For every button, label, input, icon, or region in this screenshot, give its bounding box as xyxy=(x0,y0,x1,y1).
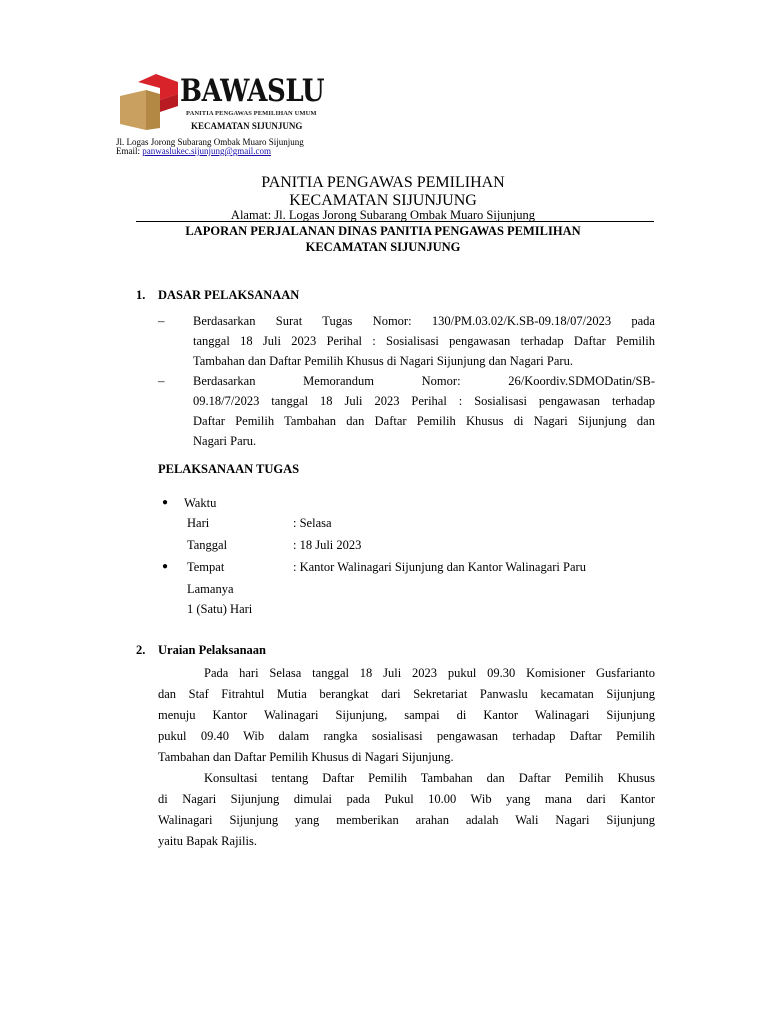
logo-subtitle: PANITIA PENGAWAS PEMILIHAN UMUM xyxy=(186,110,317,117)
header-address: Alamat: Jl. Logas Jorong Subarang Ombak Muaro Sijunjung xyxy=(230,208,536,222)
basis-item-2-line4: Nagari Paru. xyxy=(193,434,257,448)
basis-item-1-line1: Berdasarkan Surat Tugas Nomor: 130/PM.03.02/K.SB-09.18/07/2023 pada xyxy=(193,314,655,328)
uraian-p1-line2: dan Staf Fitrahtul Mutia berangkat dari Sekretariat Panwaslu kecamatan Sijunjung xyxy=(158,687,655,701)
tempat-label: Tempat xyxy=(187,560,225,574)
basis-item-1-line2: tanggal 18 Juli 2023 Perihal : Sosialisasi pengawasan terhadap Daftar Pemilih xyxy=(193,334,655,348)
bullet-icon: ● xyxy=(162,561,169,572)
uraian-p1-line5: Tambahan dan Daftar Pemilih Khusus di Nagari Sijunjung. xyxy=(158,750,454,764)
tanggal-value: : 18 Juli 2023 xyxy=(293,538,362,552)
waktu-label: Waktu xyxy=(184,496,217,510)
uraian-p2-line3: Walinagari Sijunjung yang memberikan arahan adalah Wali Nagari Sijunjung xyxy=(158,813,655,827)
uraian-p1-line3: menuju Kantor Walinagari Sijunjung, sampai di Kantor Walinagari Sijunjung xyxy=(158,708,655,722)
header-divider xyxy=(136,221,654,222)
basis-item-1-line3: Tambahan dan Daftar Pemilih Khusus di Nagari Sijunjung dan Nagari Paru. xyxy=(193,354,573,368)
section1-heading: DASAR PELAKSANAAN xyxy=(158,288,300,302)
bawaslu-emblem-icon xyxy=(116,72,182,134)
email-link[interactable]: panwaslukec.sijunjung@gmail.com xyxy=(142,146,272,156)
pelaksanaan-heading: PELAKSANAAN TUGAS xyxy=(158,462,300,476)
section2-heading: Uraian Pelaksanaan xyxy=(158,643,267,657)
tanggal-label: Tanggal xyxy=(187,538,228,552)
bullet-icon: ● xyxy=(162,497,169,508)
basis-item-2-line1: Berdasarkan Memorandum Nomor: 26/Koordiv.SDMODatin/SB- xyxy=(193,374,655,388)
dash-marker: – xyxy=(158,373,165,388)
lamanya-label: Lamanya xyxy=(187,582,234,596)
basis-item-2-line2: 09.18/7/2023 tanggal 18 Juli 2023 Perihal : Sosialisasi pengawasan terhadap xyxy=(193,394,655,408)
section2-number: 2. xyxy=(136,643,146,657)
tempat-value: : Kantor Walinagari Sijunjung dan Kantor Walinagari Paru xyxy=(293,560,586,574)
header-title-line1: PANITIA PENGAWAS PEMILIHAN xyxy=(261,174,505,191)
uraian-p1-line1: Pada hari Selasa tanggal 18 Juli 2023 pukul 09.30 Komisioner Gusfarianto xyxy=(204,666,655,680)
bawaslu-logo xyxy=(116,72,336,136)
section1-number: 1. xyxy=(136,288,146,302)
uraian-p1-line4: pukul 09.40 Wib dalam rangka sosialisasi pengawasan terhadap Daftar Pemilih xyxy=(158,729,655,743)
report-title-line1: LAPORAN PERJALANAN DINAS PANITIA PENGAWAS PEMILIHAN xyxy=(185,224,581,238)
dash-marker: – xyxy=(158,313,165,328)
hari-value: : Selasa xyxy=(293,516,332,530)
uraian-p2-line1: Konsultasi tentang Daftar Pemilih Tambahan dan Daftar Pemilih Khusus xyxy=(204,771,655,785)
logo-district: KECAMATAN SIJUNJUNG xyxy=(191,121,303,131)
letterhead-address: Jl. Logas Jorong Subarang Ombak Muaro Sijunjung xyxy=(116,137,304,147)
lamanya-value: 1 (Satu) Hari xyxy=(187,602,253,616)
letterhead-email-line xyxy=(116,146,271,156)
logo-title: BAWASLU xyxy=(180,73,325,109)
uraian-p2-line4: yaitu Bapak Rajilis. xyxy=(158,834,257,848)
report-title-line2: KECAMATAN SIJUNJUNG xyxy=(305,240,461,254)
uraian-p2-line2: di Nagari Sijunjung dimulai pada Pukul 10.00 Wib yang mana dari Kantor xyxy=(158,792,655,806)
email-label: Email: xyxy=(116,146,140,156)
header-title-line2: KECAMATAN SIJUNJUNG xyxy=(289,192,477,209)
basis-item-2-line3: Daftar Pemilih Tambahan dan Daftar Pemilih Khusus di Nagari Sijunjung dan xyxy=(193,414,655,428)
hari-label: Hari xyxy=(187,516,210,530)
